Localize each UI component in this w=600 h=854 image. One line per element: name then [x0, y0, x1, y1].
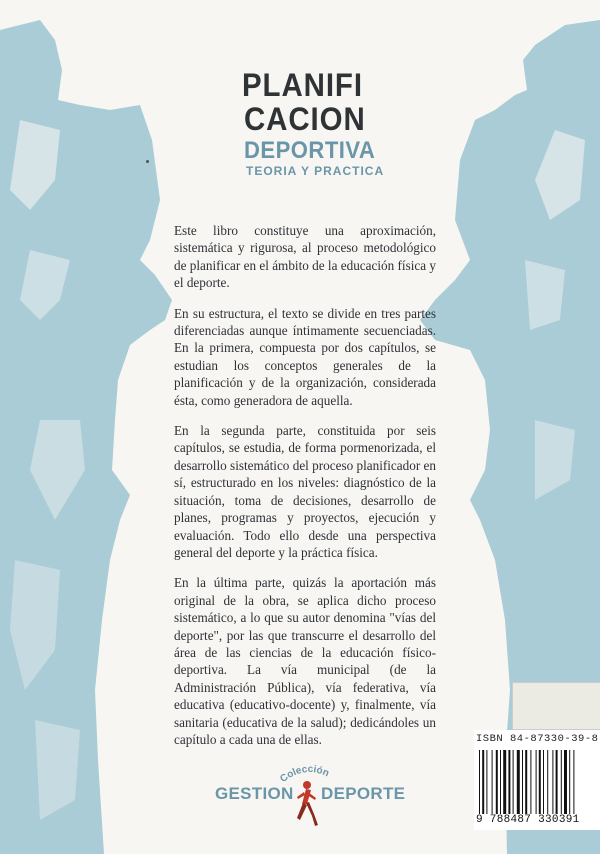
speck — [146, 160, 149, 163]
athlete-illustration-left — [0, 0, 175, 854]
collection-logo — [215, 760, 405, 830]
svg-text:Colección: Colección — [278, 763, 331, 785]
logo-gestion: GESTION — [215, 784, 294, 803]
barcode — [477, 750, 595, 814]
blurb-text — [174, 222, 436, 761]
blurb-paragraph-4: En la última parte, quizás la aportación más original de la obra, se aplica dicho proceso sistemático, a lo que su autor denomina "vías del deporte", por las que transcurre el desarrollo del área de las ciencias de la educación físico-deportiva. La vía municipal (de la Administración Pública), vía federativa, vía educativa (educativo-docente) y, finalmente, vía sanitaria (educativa de la salud); dedicándoles un capítulo a cada una de ellas. — [174, 575, 436, 747]
blurb-paragraph-2: En su estructura, el texto se divide en tres partes diferenciadas aunque íntimamente secuenciadas. En la primera, compuesta por dos capítulos, se estudian los conceptos generales de la planificación y de la organización, considerada ésta, como generadora de aquella. — [174, 305, 436, 408]
blurb-paragraph-3: En la segunda parte, constituida por seis capítulos, se estudia, de forma pormenorizada, el desarrollo sistemático del proceso planificador en sí, estructurado en los niveles: diagnóstico de la situación, toma de decisiones, desarrollo de planes, programas y proyectos, ejecución y evaluación. Todo ello desde una perspectiva general del deporte y la práctica física. — [174, 423, 436, 560]
runner-icon — [293, 778, 319, 828]
logo-deporte: DEPORTE — [321, 784, 406, 803]
title-line-3: DEPORTIVA — [244, 137, 376, 164]
title-line-1: PLANIFI — [242, 67, 363, 103]
barcode-number: 9 788487 330391 — [476, 814, 580, 826]
title-line-2: CACION — [244, 101, 366, 137]
blurb-paragraph-1: Este libro constituye una aproximación, sistemática y rigurosa, al proceso metodológico de planificar en el ámbito de la educación física y el deporte. — [174, 223, 436, 291]
isbn-label: ISBN 84-87330-39-8 — [476, 733, 599, 745]
title-subtitle: TEORIA Y PRACTICA — [246, 164, 385, 178]
price-sticker — [512, 682, 600, 730]
book-title — [242, 68, 432, 178]
